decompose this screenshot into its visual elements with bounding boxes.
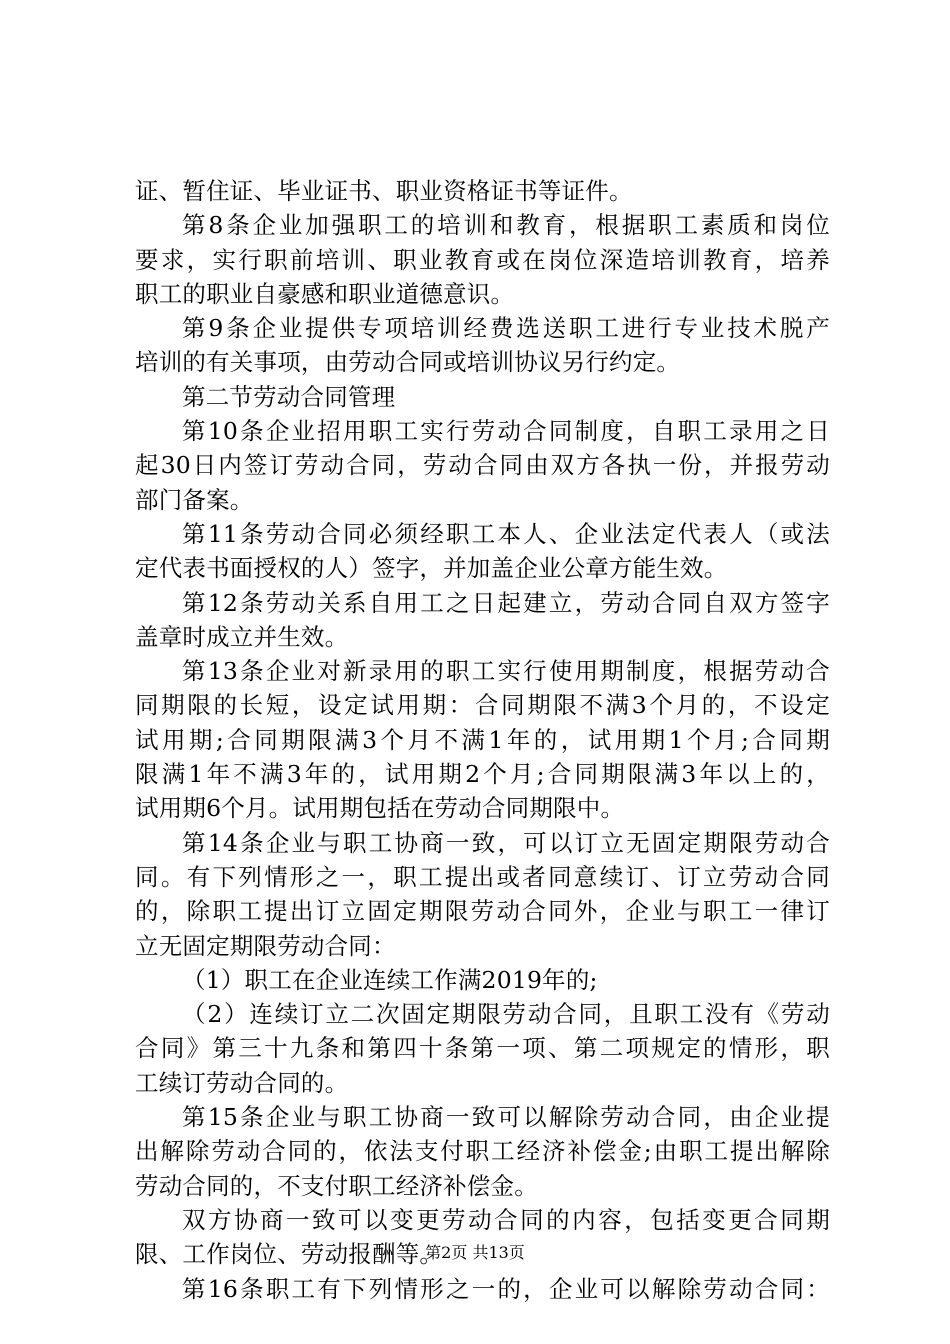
text-line: 起30日内签订劳动合同，劳动合同由双方各执一份，并报劳动 [135, 451, 830, 480]
text-line: 的，除职工提出订立固定期限劳动合同外，企业与职工一律订 [135, 897, 830, 926]
text-line: 第12条劳动关系自用工之日起建立，劳动合同自双方签字 [182, 588, 830, 617]
text-line: 限、工作岗位、劳动报酬等。 [135, 1240, 444, 1269]
text-line: 同期限的长短，设定试用期：合同期限不满3个月的，不设定 [135, 691, 830, 720]
text-line: 部门备案。 [135, 485, 254, 514]
text-line: 立无固定期限劳动合同： [135, 931, 396, 960]
text-line: 劳动合同的，不支付职工经济补偿金。 [135, 1171, 538, 1200]
text-line: 试用期6个月。试用期包括在劳动合同期限中。 [135, 794, 625, 823]
text-line: 证、暂住证、毕业证书、职业资格证书等证件。 [135, 177, 633, 205]
text-line: 同。有下列情形之一，职工提出或者同意续订、订立劳动合同 [135, 862, 830, 891]
text-line: 第8条企业加强职工的培训和教育，根据职工素质和岗位 [182, 211, 830, 240]
text-line: 定代表书面授权的人）签字，并加盖企业公章方能生效。 [135, 554, 728, 583]
text-line: 要求，实行职前培训、职业教育或在岗位深造培训教育，培养 [135, 245, 830, 274]
text-line: 第13条企业对新录用的职工实行使用期制度，根据劳动合 [182, 657, 830, 686]
text-line: 第10条企业招用职工实行劳动合同制度，自职工录用之日 [182, 417, 830, 446]
text-line: 培训的有关事项，由劳动合同或培训协议另行约定。 [135, 348, 681, 377]
document-body [135, 174, 830, 1306]
text-line: 双方协商一致可以变更劳动合同的内容，包括变更合同期 [182, 1205, 830, 1234]
text-line: 盖章时成立并生效。 [135, 622, 349, 651]
text-line: 第9条企业提供专项培训经费选送职工进行专业技术脱产 [182, 314, 830, 343]
page-number-footer: 第2页 共13页 [425, 1243, 525, 1262]
text-line: 试用期;合同期限满3个月不满1年的，试用期1个月;合同期 [135, 725, 830, 754]
text-line: 工续订劳动合同的。 [135, 1068, 349, 1097]
text-line: 职工的职业自豪感和职业道德意识。 [135, 279, 515, 308]
list-item: （1）职工在企业连续工作满2019年的; [182, 965, 598, 994]
text-line: 第15条企业与职工协商一致可以解除劳动合同，由企业提 [182, 1103, 830, 1132]
text-line: 限满1年不满3年的，试用期2个月;合同期限满3年以上的， [135, 760, 830, 789]
text-line: 出解除劳动合同的，依法支付职工经济补偿金;由职工提出解除 [135, 1137, 830, 1166]
text-line: 第11条劳动合同必须经职工本人、企业法定代表人（或法 [182, 519, 830, 548]
text-line: 第16条职工有下列情形之一的，企业可以解除劳动合同： [182, 1274, 830, 1303]
text-line: 合同》第三十九条和第四十条第一项、第二项规定的情形，职 [135, 1034, 830, 1063]
list-item: （2）连续订立二次固定期限劳动合同，且职工没有《劳动 [182, 1000, 830, 1029]
text-line: 第14条企业与职工协商一致，可以订立无固定期限劳动合 [182, 828, 830, 857]
section-heading: 第二节劳动合同管理 [182, 382, 396, 411]
